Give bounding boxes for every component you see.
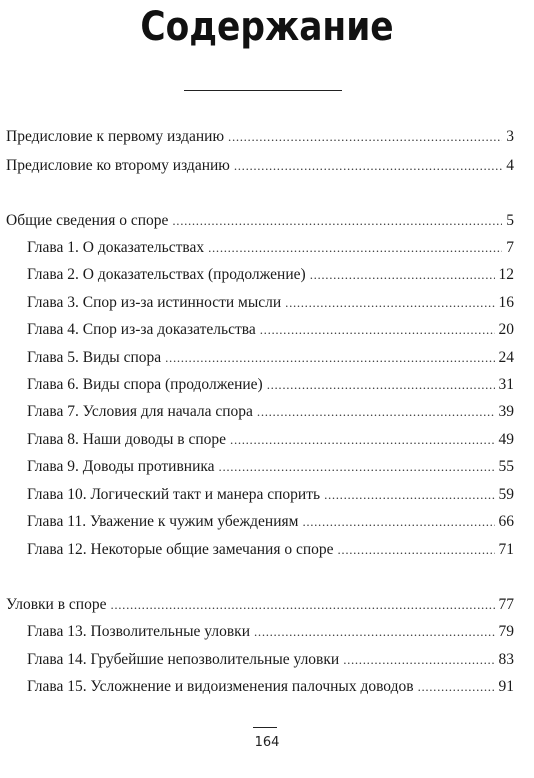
toc-entry-label: Общие сведения о споре <box>6 212 169 229</box>
dot-leader <box>418 677 495 697</box>
page-title: Содержание <box>140 4 394 50</box>
toc-entry-page: 79 <box>498 623 514 640</box>
toc-entry-label: Глава 10. Логический такт и манера спорить <box>27 486 321 503</box>
dot-leader <box>285 293 494 313</box>
dot-leader <box>172 211 502 231</box>
toc-entry-page: 4 <box>506 157 514 174</box>
toc-entry-chapter-7[interactable] <box>27 402 514 422</box>
dot-leader <box>267 375 495 395</box>
toc-entry-page: 71 <box>498 541 514 558</box>
toc-entry-label: Предисловие ко второму изданию <box>6 157 230 174</box>
toc-entry-label: Предисловие к первому изданию <box>6 128 225 145</box>
toc-entry-chapter-14[interactable] <box>27 650 514 670</box>
toc-entry-page: 91 <box>498 678 514 695</box>
toc-entry-chapter-1[interactable] <box>27 238 514 258</box>
toc-entry-page: 39 <box>498 403 514 420</box>
title-underline <box>184 90 342 91</box>
dot-leader <box>260 320 495 340</box>
toc-entry-page: 24 <box>498 349 514 366</box>
page-number: 164 <box>254 735 280 750</box>
toc-entry-label: Глава 4. Спор из-за доказательства <box>27 321 256 338</box>
toc-entry-chapter-13[interactable] <box>27 622 514 642</box>
toc-entry-page: 49 <box>498 431 514 448</box>
toc-entry-page: 66 <box>498 513 514 530</box>
toc-entry-page: 16 <box>498 294 514 311</box>
toc-entry-page: 5 <box>506 212 514 229</box>
toc-entry-label: Глава 12. Некоторые общие замечания о споре <box>27 541 334 558</box>
dot-leader <box>230 430 494 450</box>
toc-entry-label: Глава 11. Уважение к чужим убеждениям <box>27 513 299 530</box>
toc-entry-page: 31 <box>498 376 514 393</box>
toc-entry-label: Глава 3. Спор из-за истинности мысли <box>27 294 282 311</box>
toc-entry-section-general[interactable] <box>6 211 514 231</box>
toc-entry-page: 12 <box>498 266 514 283</box>
toc-entry-label: Глава 1. О доказательствах <box>27 239 205 256</box>
toc-entry-chapter-11[interactable] <box>27 512 514 532</box>
dot-leader <box>165 348 494 368</box>
toc-entry-chapter-9[interactable] <box>27 457 514 477</box>
dot-leader <box>338 540 495 560</box>
toc-entry-label: Глава 5. Виды спора <box>27 349 162 366</box>
dot-leader <box>228 127 502 147</box>
toc-entry-chapter-4[interactable] <box>27 320 514 340</box>
toc-entry-chapter-3[interactable] <box>27 293 514 313</box>
dot-leader <box>302 512 494 532</box>
toc-entry-label: Глава 13. Позволительные уловки <box>27 623 251 640</box>
toc-entry-chapter-8[interactable] <box>27 430 514 450</box>
toc-entry-label: Глава 15. Усложнение и видоизменения палочных доводов <box>27 678 414 695</box>
toc-entry-label: Уловки в споре <box>6 596 107 613</box>
toc-entry-chapter-12[interactable] <box>27 540 514 560</box>
toc-entry-page: 55 <box>498 458 514 475</box>
dot-leader <box>110 595 494 615</box>
toc-entry-preface-second[interactable] <box>6 156 514 176</box>
toc-entry-page: 20 <box>498 321 514 338</box>
dot-leader <box>219 457 495 477</box>
toc-entry-page: 7 <box>506 239 514 256</box>
toc-entry-section-tricks[interactable] <box>6 595 514 615</box>
toc-entry-label: Глава 6. Виды спора (продолжение) <box>27 376 263 393</box>
toc-entry-label: Глава 7. Условия для начала спора <box>27 403 253 420</box>
toc-entry-page: 59 <box>498 486 514 503</box>
toc-entry-preface-first[interactable] <box>6 127 514 147</box>
footer-rule <box>253 727 277 728</box>
toc-entry-page: 3 <box>506 128 514 145</box>
dot-leader <box>343 650 494 670</box>
toc-entry-chapter-6[interactable] <box>27 375 514 395</box>
toc-entry-page: 83 <box>498 651 514 668</box>
toc-entry-label: Глава 2. О доказательствах (продолжение) <box>27 266 306 283</box>
dot-leader <box>234 156 502 176</box>
toc-entry-chapter-15[interactable] <box>27 677 514 697</box>
dot-leader <box>257 402 495 422</box>
dot-leader <box>208 238 502 258</box>
dot-leader <box>324 485 494 505</box>
toc-entry-chapter-2[interactable] <box>27 265 514 285</box>
toc-entry-chapter-5[interactable] <box>27 348 514 368</box>
toc-entry-label: Глава 14. Грубейшие непозволительные уловки <box>27 651 340 668</box>
toc-entry-page: 77 <box>498 596 514 613</box>
dot-leader <box>310 265 495 285</box>
dot-leader <box>254 622 494 642</box>
toc-entry-label: Глава 8. Наши доводы в споре <box>27 431 227 448</box>
toc-entry-chapter-10[interactable] <box>27 485 514 505</box>
toc-entry-label: Глава 9. Доводы противника <box>27 458 215 475</box>
